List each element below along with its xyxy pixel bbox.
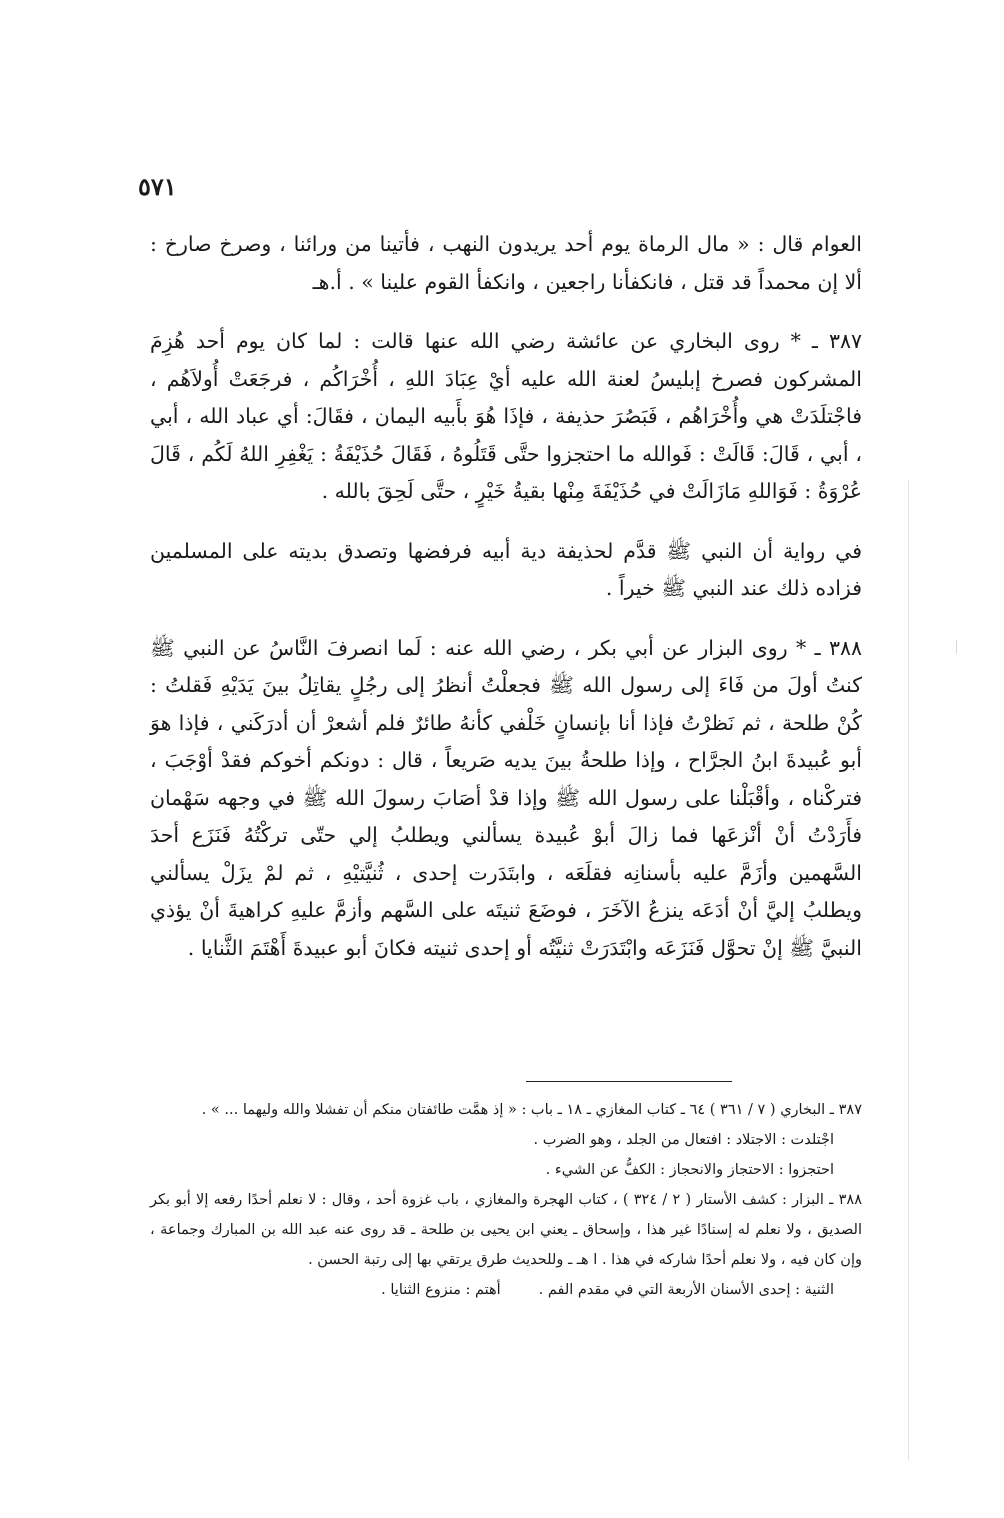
scan-artifact-mark	[956, 640, 958, 654]
paragraph-continuation: العوام قال : « مال الرماة يوم أحد يريدون النهب ، فأتينا من ورائنا ، وصرخ صارخ : ألا إن محمداً قد قتل ، فانكفأنا راجعين ، وانكفأ القوم علينا » . أ.هـ	[150, 232, 862, 294]
footnote-387: ٣٨٧ ـ البخاري ( ٧ / ٣٦١ ) ٦٤ ـ كتاب المغازي ـ ١٨ ـ باب : « إذ همَّت طائفتان منكم أن تفشلا والله وليهما ... » .	[201, 1102, 862, 1118]
footnote-387-gloss-ijtalad: اجْتلدت : الاجتلاد : افتعال من الجلد ، وهو الضرب .	[533, 1132, 834, 1148]
footnote-388-glosses	[150, 1275, 862, 1305]
hadith-388: ٣٨٨ ـ * روى البزار عن أبي بكر ، رضي الله عنه : لَما انصرفَ النَّاسُ عن النبي ﷺ كنتُ أولَ من فَاءَ إلى رسول الله ﷺ فجعلْتُ أنظرُ إلى رجُلٍ يقاتِلُ بينَ يَدَيْهِ فَقلتُ : كُنْ طلحة ، ثم نَظرْتُ فإذا أنا بإنسانٍ خَلْفي كأنهُ طائرٌ فلم أشعرْ أن أدرَكَني ، فإذا هوَ أبو عُبيدةَ ابنُ الجرَّاح ، وإذا طلحةُ بينَ يديه صَريعاً ، قال : دونكم أخوكم فقدْ أوْجَبَ ، فتركْناه ، وأقْبَلْنا على رسول الله ﷺ وإذا قدْ أصَابَ رسولَ الله ﷺ في وجهه سَهْمان فأَرَدْتُ أنْ أنْزعَها فما زالَ أبوْ عُبيدة يسألني ويطلبُ إلي حتّى تركْتُهُ فَنَزَع أحدَ السَّهمين وأزَمَّ عليه بأسنانِه فقلَعَه ، وابتَدَرت إحدى ، ثُنيَّتيْهِ ، ثم لمْ يزَلْ يسألني ويطلبُ إليَّ أنْ أدَعَه ينزعُ الآخَرَ ، فوضَعَ ثنيتَه على السَّهم وأزمَّ عليهِ كراهيةَ أنْ يؤذي النبيَّ ﷺ إنْ تحوَّل فَنَزَعَه وابْتَدَرَتْ ثنيَّتُه أو إحدى ثنيته فكانَ أبو عبيدةَ أَهْتَمَ الثَّنايا .	[150, 635, 862, 960]
narration-note: في رواية أن النبي ﷺ قدَّم لحذيفة دية أبيه فرفضها وتصدق بديته على المسلمين فزاده ذلك عند النبي ﷺ خيراً .	[150, 538, 862, 600]
page-number: ٥٧١	[138, 172, 177, 201]
main-text	[150, 226, 862, 987]
hadith-387: ٣٨٧ ـ * روى البخاري عن عائشة رضي الله عنها قالت : لما كان يوم أحد هُزِمَ المشركون فصرخ إبليسُ لعنة الله عليه أيْ عِبَادَ اللهِ ، أُخْرَاكُم ، فرجَعَتْ أُولاَهُم ، فاجْتلَدَتْ هي وأُخْرَاهُم ، فَبَصُرَ حذيفة ، فإذَا هُوَ بأَبيه اليمان ، فقَالَ: أي عباد الله ، أبي ، أبي ، قَالَ: قَالَتْ : فَوالله ما احتجزوا حتَّى قَتَلُوهُ ، فَقَالَ حُذَيْفَةُ : يَغْفِرِ اللهُ لَكُم ، قَالَ عُرْوَةُ : فَوَاللهِ مَازَالَتْ في حُذَيْفَةَ مِنْها بقيةُ خَيْرٍ ، حتَّى لَحِقَ بالله .	[150, 329, 862, 503]
footnote-388-gloss-thaniya: الثنية : إحدى الأسنان الأربعة التي في مقدم الفم .	[538, 1282, 834, 1298]
scan-margin-line	[908, 480, 909, 1460]
footnotes	[150, 1095, 862, 1305]
footnote-388: ٣٨٨ ـ البزار : كشف الأستار ( ٢ / ٣٢٤ ) ، كتاب الهجرة والمغازي ، باب غزوة أحد ، وقال : لا نعلم أحدًا رفعه إلا أبو بكر الصديق ، ولا نعلم له إسنادًا غير هذا ، وإسحاق ـ يعني ابن يحيى بن طلحة ـ قد روى عنه عبد الله بن المبارك وجماعة ، وإن كان فيه ، ولا نعلم أحدًا شاركه في هذا . ا هـ ـ وللحديث طرق يرتقي بها إلى رتبة الحسن .	[150, 1192, 863, 1268]
footnote-387-gloss-ihtajaz: احتجزوا : الاحتجاز والانحجاز : الكفُّ عن الشيء .	[545, 1162, 834, 1178]
footnote-388-gloss-ahtam: أهتم : منزوع الثنايا .	[381, 1282, 501, 1298]
footnote-divider	[526, 1081, 732, 1082]
